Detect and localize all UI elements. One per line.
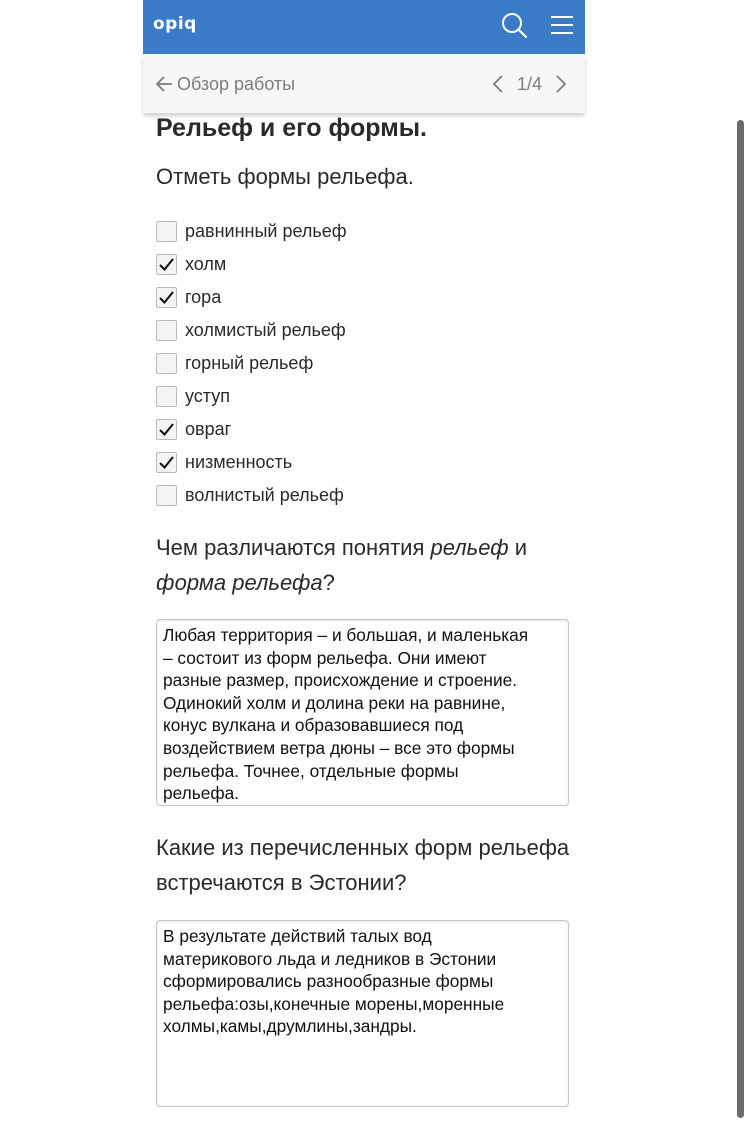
checkbox[interactable] [156, 320, 177, 341]
question-1: Отметь формы рельефа. [156, 164, 414, 189]
option-item[interactable] [156, 479, 347, 512]
option-item[interactable] [156, 446, 347, 479]
option-item[interactable] [156, 380, 347, 413]
option-item[interactable] [156, 314, 347, 347]
checkmark-icon [157, 288, 176, 307]
option-item[interactable] [156, 215, 347, 248]
option-label: холм [185, 254, 227, 274]
relief-options-list [156, 215, 347, 512]
option-item[interactable] [156, 281, 347, 314]
previous-page-button[interactable] [492, 75, 504, 93]
checkmark-icon [157, 255, 176, 274]
option-label: волнистый рельеф [185, 485, 344, 505]
chevron-right-icon [555, 75, 567, 93]
option-item[interactable] [156, 347, 347, 380]
checkbox[interactable] [156, 254, 177, 275]
page-title: Рельеф и его формы. [156, 114, 427, 142]
answer-2-textarea[interactable]: Любая территория – и большая, и маленькая – состоит из форм рельефа. Они имеют разные размер, происхождение и строение. Одинокий холм и долина реки на равнине, конус вулкана и образовавшиеся под воздействием ветра дюны – все это формы рельефа. Точнее, отдельные формы рельефа. [156, 619, 569, 806]
page-indicator: 1/4 [516, 73, 542, 94]
arrow-left-icon [155, 75, 173, 93]
question-2-term-1: рельеф [430, 535, 509, 560]
option-item[interactable] [156, 413, 347, 446]
option-label: горный рельеф [185, 353, 314, 373]
pager [492, 72, 567, 96]
option-label: равнинный рельеф [185, 221, 347, 241]
checkbox[interactable] [156, 287, 177, 308]
back-label: Обзор работы [177, 73, 296, 94]
checkbox[interactable] [156, 452, 177, 473]
chevron-left-icon [492, 75, 504, 93]
question-2-text: Чем различаются понятия [156, 535, 431, 560]
checkmark-icon [157, 453, 176, 472]
option-label: уступ [185, 386, 230, 406]
checkbox[interactable] [156, 386, 177, 407]
opiq-logo[interactable]: opiq [153, 14, 197, 34]
app-header [143, 0, 585, 54]
checkmark-icon [157, 420, 176, 439]
question-2-term-2: форма рельефа [156, 570, 323, 595]
checkbox[interactable] [156, 419, 177, 440]
menu-icon[interactable] [547, 12, 577, 40]
question-2-text: ? [322, 570, 335, 595]
next-page-button[interactable] [555, 75, 567, 93]
answer-3-textarea[interactable]: В результате действий талых вод материкового льда и ледников в Эстонии сформировались разнообразные формы рельефа:озы,конечные морены,моренные холмы,камы,друмлины,зандры. [156, 920, 569, 1107]
back-to-overview-link[interactable] [155, 72, 295, 96]
scrollbar[interactable] [737, 120, 744, 1118]
option-label: холмистый рельеф [185, 320, 346, 340]
checkbox[interactable] [156, 353, 177, 374]
sub-navigation [143, 54, 585, 113]
checkbox[interactable] [156, 485, 177, 506]
option-label: овраг [185, 419, 232, 439]
question-2 [156, 530, 571, 600]
search-icon[interactable] [500, 11, 530, 41]
option-label: гора [185, 287, 222, 307]
question-3: Какие из перечисленных форм рельефа встречаются в Эстонии? [156, 835, 570, 895]
option-item[interactable] [156, 248, 347, 281]
option-label: низменность [185, 452, 293, 472]
checkbox[interactable] [156, 221, 177, 242]
question-2-text: и [508, 535, 527, 560]
